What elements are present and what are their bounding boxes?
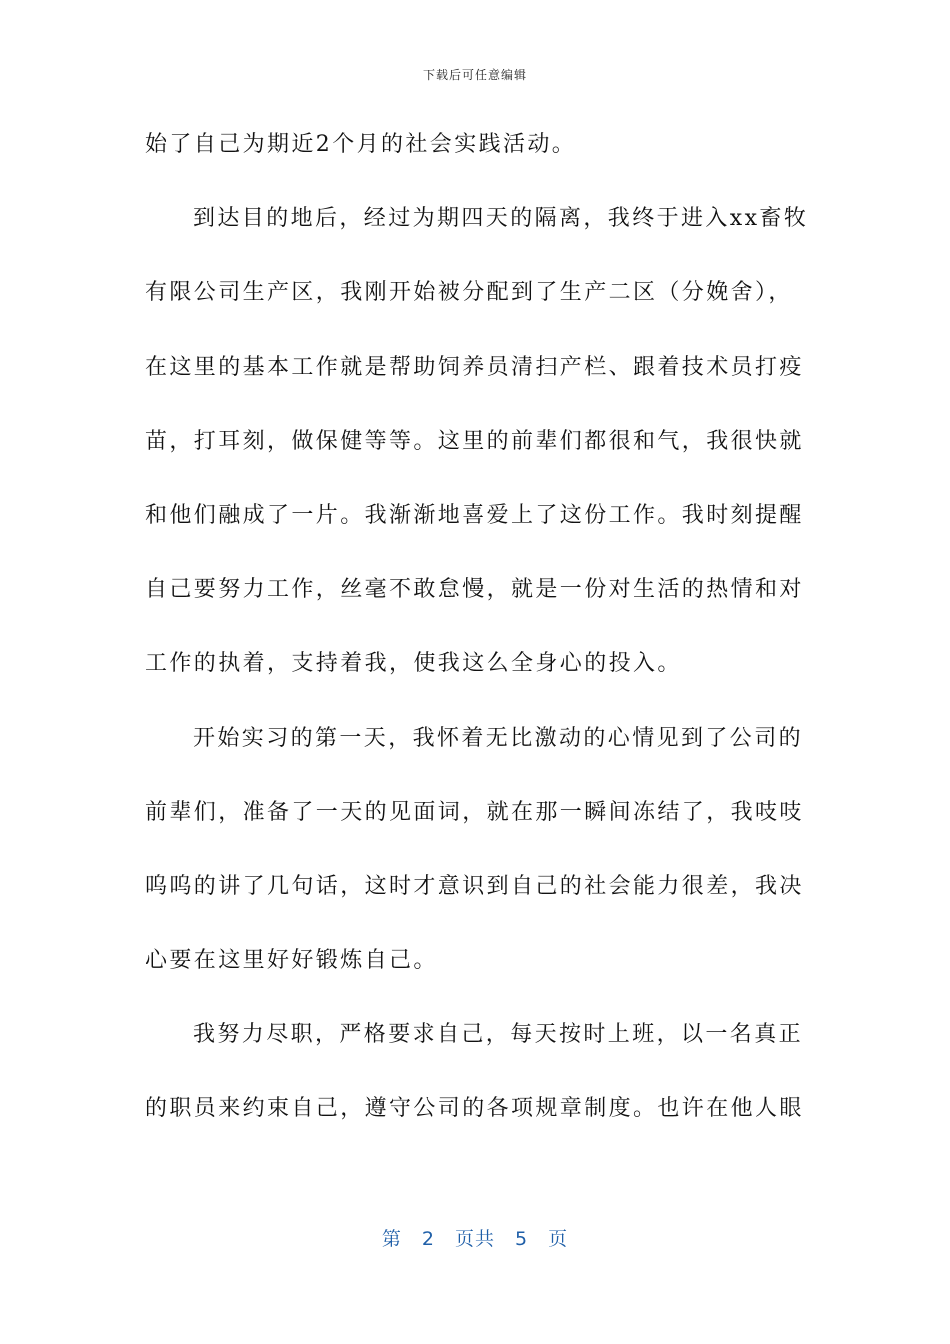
- footer-current-page: 2: [421, 1228, 435, 1250]
- footer-total-pages: 5: [515, 1228, 529, 1250]
- document-body: [145, 122, 809, 1161]
- text-line: 开始实习的第一天，我怀着无比激动的心情见到了公司的: [193, 725, 804, 751]
- footer-prefix: 第: [381, 1228, 402, 1250]
- text-line: 自己要努力工作，丝毫不敢怠慢，就是一份对生活的热情和对: [145, 577, 804, 603]
- text-line: 和他们融成了一片。我渐渐地喜爱上了这份工作。我时刻提醒: [145, 502, 804, 528]
- header-note: 下载后可任意编辑: [422, 68, 527, 82]
- text-line: 工作的执着，支持着我，使我这么全身心的投入。: [145, 651, 682, 677]
- text-line: 始了自己为期近2个月的社会实践活动。: [145, 132, 577, 157]
- page-footer: [0, 1224, 950, 1251]
- text-line: 心要在这里好好锻炼自己。: [145, 948, 438, 974]
- text-line: 到达目的地后，经过为期四天的隔离，我终于进入xx畜牧: [193, 206, 809, 232]
- footer-middle: 页共: [454, 1228, 495, 1250]
- text-line: 呜呜的讲了几句话，这时才意识到自己的社会能力很差，我决: [145, 873, 804, 899]
- text-line: 我努力尽职，严格要求自己，每天按时上班，以一名真正: [193, 1022, 804, 1048]
- text-line: 前辈们，准备了一天的见面词，就在那一瞬间冻结了，我吱吱: [145, 799, 804, 825]
- text-line: 苗，打耳刻，做保健等等。这里的前辈们都很和气，我很快就: [145, 428, 804, 454]
- text-line: 有限公司生产区，我刚开始被分配到了生产二区（分娩舍），: [145, 280, 793, 306]
- text-line: 在这里的基本工作就是帮助饲养员清扫产栏、跟着技术员打疫: [145, 354, 804, 380]
- text-line: 的职员来约束自己，遵守公司的各项规章制度。也许在他人眼: [145, 1096, 804, 1122]
- footer-suffix: 页: [548, 1228, 569, 1250]
